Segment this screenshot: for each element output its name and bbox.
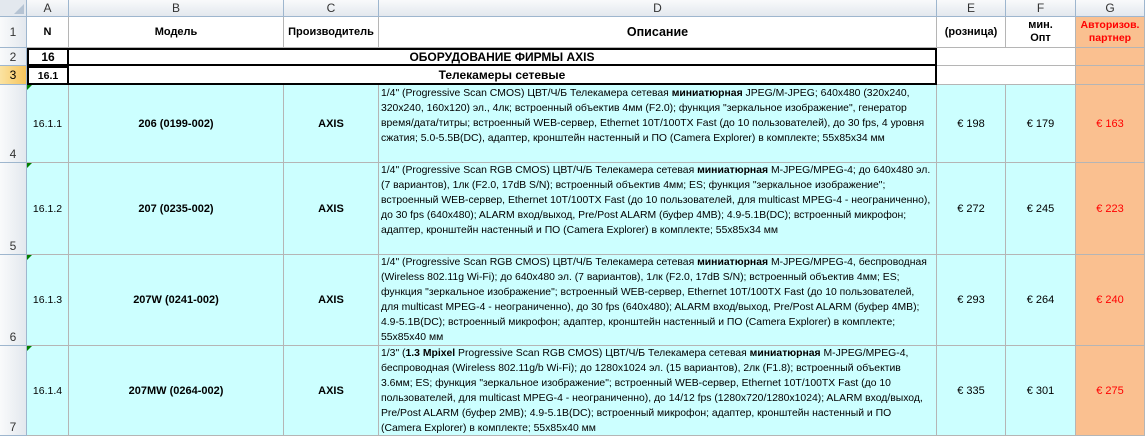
- row-header-5[interactable]: 5: [0, 163, 27, 255]
- description-text: 1/3" (: [381, 348, 406, 359]
- cell-min-opt-price[interactable]: € 301: [1006, 346, 1076, 436]
- description-text: 1/4" (Progressive Scan CMOS) ЦВТ/Ч/Б Телекамера сетевая: [381, 88, 672, 99]
- cell-retail-price[interactable]: € 335: [937, 346, 1006, 436]
- column-header-f[interactable]: F: [1006, 0, 1076, 17]
- cell-manufacturer[interactable]: AXIS: [284, 346, 379, 436]
- cell-partner-price[interactable]: € 163: [1076, 85, 1145, 163]
- header-description[interactable]: Описание: [379, 17, 937, 48]
- cell-description[interactable]: [379, 85, 937, 163]
- cell-partner-price[interactable]: € 223: [1076, 163, 1145, 255]
- cell-min-opt-price[interactable]: € 245: [1006, 163, 1076, 255]
- cell-e3[interactable]: [937, 66, 1076, 85]
- section-number[interactable]: 16: [27, 48, 69, 66]
- cell-description[interactable]: [379, 255, 937, 346]
- cell-manufacturer[interactable]: AXIS: [284, 163, 379, 255]
- description-text: M-JPEG/MPEG-4; до 640x480 эл. (7 вариантов), 1лк (F2.0, 17dB S/N); встроенный объектив 4мм; ES; функция "зеркальное изображение"; встроенный WEB-сервер, Ethernet 10T/100TX Fast (до 10 пользователей, для multicast MPEG-4 - неограниченно), до 30 fps (640x480); ALARM вход/выход, Pre/Post ALARM (буфер 4MB); 4.9-5.1В(DC); встроенный микрофон; адаптер, кронштейн настенный и ПО (Camera Explorer) в комплекте; 55x85x34 мм: [381, 165, 931, 236]
- cell-retail-price[interactable]: € 198: [937, 85, 1006, 163]
- description-highlight: миниатюрная: [697, 165, 769, 176]
- cell-retail-price[interactable]: € 293: [937, 255, 1006, 346]
- row-header-2[interactable]: 2: [0, 48, 27, 66]
- cell-min-opt-price[interactable]: € 179: [1006, 85, 1076, 163]
- header-n[interactable]: N: [27, 17, 69, 48]
- row-header-1[interactable]: 1: [0, 17, 27, 48]
- cell-n[interactable]: 16.1.3: [27, 255, 69, 346]
- column-header-c[interactable]: C: [284, 0, 379, 17]
- row-header-4[interactable]: 4: [0, 85, 27, 163]
- cell-retail-price[interactable]: € 272: [937, 163, 1006, 255]
- cell-model[interactable]: 206 (0199-002): [69, 85, 284, 163]
- header-min-opt[interactable]: мин. Опт: [1006, 17, 1076, 48]
- cell-description[interactable]: [379, 163, 937, 255]
- description-text: Progressive Scan RGB CMOS) ЦВТ/Ч/Б Телекамера сетевая: [455, 348, 750, 359]
- cell-g2[interactable]: [1076, 48, 1145, 66]
- header-retail[interactable]: (розница): [937, 17, 1006, 48]
- cell-description[interactable]: [379, 346, 937, 436]
- header-model[interactable]: Модель: [69, 17, 284, 48]
- description-highlight: 1.3 Mpixel: [405, 348, 456, 359]
- cell-partner-price[interactable]: € 275: [1076, 346, 1145, 436]
- cell-g3[interactable]: [1076, 66, 1145, 85]
- row-header-6[interactable]: 6: [0, 255, 27, 346]
- column-header-b[interactable]: B: [69, 0, 284, 17]
- description-highlight: миниатюрная: [697, 257, 769, 268]
- description-text: JPEG/M-JPEG; 640x480 (320x240, 320x240, 160x120) эл., 4лк; встроенный объектив 4мм (F2.0); функция "зеркальное изображение", генератор время/дата/титры; встроенный WEB-сервер, Ethernet 10T/100TX Fast (до 10 пользователей), до 30 fps, 4 уровня сжатия; 5.0-5.5В(DC), адаптер, кронштейн настенный и ПО (Camera Explorer) в комплекте; 55x85x34 мм: [381, 88, 925, 144]
- description-text: 1/4" (Progressive Scan RGB CMOS) ЦВТ/Ч/Б Телекамера сетевая: [381, 257, 698, 268]
- cell-n[interactable]: 16.1.1: [27, 85, 69, 163]
- description-text: M-JPEG/MPEG-4, беспроводная (Wireless 802.11g Wi-Fi); до 640x480 эл. (7 вариантов), 1лк (F2.0, 17dB S/N); встроенный объектив 4мм; ES; функция "зеркальное изображение"; встроенный WEB-сервер, Ethernet 10T/100TX Fast (до 10 пользователей, для multicast MPEG-4 - неограниченно), до 30 fps (640x480); ALARM вход/выход, Pre/Post ALARM (буфер 4MB); 4.9-5.1В(DC); встроенный микрофон; адаптер, кронштейн настенный и ПО (Camera Explorer) в комплекте; 55x85x40 мм: [381, 257, 927, 343]
- column-header-a[interactable]: A: [27, 0, 69, 17]
- cell-e2[interactable]: [937, 48, 1076, 66]
- subsection-number[interactable]: 16.1: [27, 66, 69, 85]
- header-manufacturer[interactable]: Производитель: [284, 17, 379, 48]
- cell-model[interactable]: 207MW (0264-002): [69, 346, 284, 436]
- column-header-d[interactable]: D: [379, 0, 937, 17]
- section-title[interactable]: ОБОРУДОВАНИЕ ФИРМЫ AXIS: [69, 48, 937, 66]
- cell-n[interactable]: 16.1.4: [27, 346, 69, 436]
- cell-min-opt-price[interactable]: € 264: [1006, 255, 1076, 346]
- cell-model[interactable]: 207W (0241-002): [69, 255, 284, 346]
- column-header-g[interactable]: G: [1076, 0, 1145, 17]
- row-header-3[interactable]: 3: [0, 66, 27, 85]
- cell-partner-price[interactable]: € 240: [1076, 255, 1145, 346]
- description-text: M-JPEG/MPEG-4, беспроводная (Wireless 802.11g/b Wi-Fi); до 1280x1024 эл. (15 вариантов), 2лк (F1.8); встроенный объектив 3.6мм; ES; функция "зеркальное изображение"; встроенный WEB-сервер, Ethernet 10T/100TX Fast (до 10 пользователей, для multicast MPEG-4 - неограниченно), до 14/12 fps (1280x720/1280x1024); ALARM вход/выход, Pre/Post ALARM (буфер 2MB); 4.9-5.1В(DC); встроенный микрофон; адаптер, кронштейн настенный и ПО (Camera Explorer) в комплекте; 55x85x40 мм: [381, 348, 923, 434]
- description-highlight: миниатюрная: [749, 348, 821, 359]
- description-highlight: миниатюрная: [671, 88, 743, 99]
- description-text: 1/4" (Progressive Scan RGB CMOS) ЦВТ/Ч/Б Телекамера сетевая: [381, 165, 698, 176]
- row-header-7[interactable]: 7: [0, 346, 27, 436]
- column-header-e[interactable]: E: [937, 0, 1006, 17]
- select-all-corner[interactable]: [0, 0, 27, 17]
- header-partner[interactable]: Авторизов. партнер: [1076, 17, 1145, 48]
- subsection-title[interactable]: Телекамеры сетевые: [69, 66, 937, 85]
- cell-manufacturer[interactable]: AXIS: [284, 255, 379, 346]
- cell-model[interactable]: 207 (0235-002): [69, 163, 284, 255]
- cell-manufacturer[interactable]: AXIS: [284, 85, 379, 163]
- cell-n[interactable]: 16.1.2: [27, 163, 69, 255]
